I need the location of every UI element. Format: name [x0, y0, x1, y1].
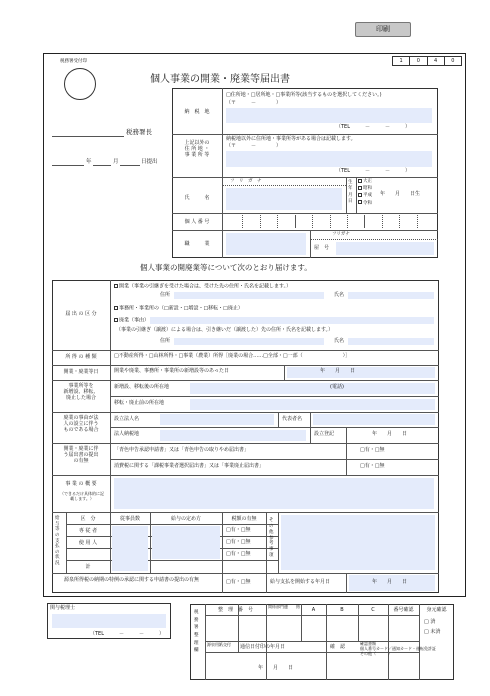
name-input[interactable]	[226, 188, 342, 210]
withholding-start-label: 給与支払を開始する年月日	[270, 579, 331, 585]
payroll-header-method: 給与の定め方	[170, 516, 201, 522]
office-b-header: B	[340, 607, 344, 613]
occupation-label: 職 業	[184, 241, 210, 247]
open-date-label: 開業・廃業等日	[63, 369, 99, 375]
receipt-stamp-circle	[64, 68, 96, 100]
filing-blue-label: 「青色申告承認申請書」又は「青色申告の取りやめ届出書」	[114, 447, 250, 453]
tax-office-line	[52, 136, 124, 137]
payroll-header-category: 区 分	[80, 516, 96, 522]
reason-transfer-note: （事業の引継ぎ（譲渡）による場合は、引き継いだ（譲渡した）先の住所・氏名を記載します。）	[116, 327, 334, 333]
office-source-header: 源泉用紙交付	[207, 642, 231, 647]
accountant-tel: （TEL － － ）	[90, 631, 165, 637]
corporation-name-label: 設立法人名	[114, 416, 140, 422]
payroll-tax-choice[interactable]: □有・□無	[226, 527, 251, 533]
other-notes-input[interactable]	[281, 515, 435, 570]
era-option: 昭和	[363, 186, 372, 192]
corporation-label: 廃業の事由が法 人の設立に伴う ものである場合	[63, 415, 99, 433]
taxplace-tel: （TEL － － ）	[336, 124, 411, 130]
reason-label: 届 出 の 区 分	[65, 311, 97, 317]
corporation-reg-label: 設立登記	[314, 431, 335, 437]
office-docs-header: 確認書類 個人番号カード／通知カード・運転免許証 その他（ ）	[360, 641, 436, 656]
reason-open-address-input[interactable]	[174, 292, 324, 299]
office-use-side: 税務署整理欄	[194, 610, 199, 654]
payroll-side-label: 給与等の支払の状況	[55, 516, 60, 566]
withholding-label: 源泉所得税の納期の特例の承認に関する申請書の提出の有無	[64, 577, 200, 583]
era-option: 大正	[363, 179, 372, 184]
form-number	[392, 56, 462, 66]
reason-close-name-label: 氏名	[334, 338, 345, 344]
other-address-label: 上記以外の 住 所 地 ・ 事 業 所 等	[184, 140, 210, 158]
relocation-old-input[interactable]	[190, 399, 435, 410]
summary-input[interactable]	[114, 478, 434, 509]
accountant-label: 関与税理士	[50, 605, 76, 611]
office-date-ymd: 年 月 日	[258, 665, 294, 671]
reason-open[interactable]	[114, 284, 291, 290]
submit-year-label: 年	[86, 159, 92, 165]
office-check-pending[interactable]: □ 未済	[424, 629, 441, 635]
withholding-start-ymd: 年 月 日	[372, 579, 408, 585]
filing-blue-choice[interactable]: □有・□無	[360, 447, 385, 453]
other-address-tel: （TEL － － ）	[336, 168, 411, 174]
reason-office[interactable]	[114, 306, 243, 312]
reason-close-name-input[interactable]	[348, 338, 434, 345]
corporation-rep-input[interactable]	[313, 414, 435, 425]
relocation-new-label: 新増設、移転後の所在地	[114, 384, 170, 390]
form-number-digit: 1	[393, 57, 410, 65]
open-date-ymd: 年 月 日	[320, 368, 356, 374]
mynumber-label: 個 人 番 号	[184, 219, 210, 225]
reason-close-address-input[interactable]	[174, 338, 324, 345]
reason-open-address-label: 住所	[160, 292, 171, 298]
form-number-digit: 4	[428, 57, 445, 65]
filings-label: 開業・廃業に伴 う届出書の提出 の有無	[63, 446, 99, 464]
reason-open-name-label: 氏名	[334, 292, 345, 298]
reason-office-text: 事務所・事業所の（□新設・□増設・□移転・□廃止）	[119, 305, 243, 312]
withholding-choice[interactable]: □有・□無	[226, 579, 251, 585]
taxplace-input[interactable]	[226, 108, 432, 123]
office-relation-header: 関係部門連 絡	[268, 604, 300, 609]
income-type-label: 所 得 の 種 類	[65, 354, 97, 360]
submit-year-line	[52, 165, 84, 166]
reason-close-input[interactable]	[150, 317, 434, 324]
payroll-row-label: 専 従 者	[78, 528, 98, 534]
office-number-check-header: 番号確認	[393, 607, 414, 613]
corporation-reg-ymd: 年 月 日	[372, 431, 408, 437]
submit-day-label: 日提出	[141, 159, 158, 165]
stamp-label: 税務署受付印	[60, 59, 87, 64]
payroll-header-count: 従事員数	[119, 516, 140, 522]
reason-close[interactable]	[114, 318, 149, 324]
subtitle: 個人事業の開廃業等について次のとおり届けます。	[140, 263, 312, 272]
era-option: 令和	[363, 200, 372, 206]
open-date-input[interactable]	[287, 367, 435, 378]
name-label: 氏 名	[184, 195, 210, 201]
submit-day-line	[120, 165, 140, 166]
submit-month-line	[93, 165, 111, 166]
form-number-digit: 0	[410, 57, 427, 65]
birth-eras[interactable]	[358, 178, 372, 207]
furigana-label: フ リ ガ ナ	[230, 179, 262, 184]
reason-open-name-input[interactable]	[348, 292, 434, 299]
yago-furigana: フリガナ	[332, 232, 350, 237]
summary-label: 事 業 の 概 要	[65, 481, 97, 487]
office-a-header: A	[311, 607, 316, 613]
yago-label: 屋 号	[314, 245, 330, 251]
filing-consumption-choice[interactable]: □有・□無	[360, 463, 385, 469]
other-notes-label: その他参考事項	[269, 518, 274, 559]
payroll-tax-choice[interactable]: □有・□無	[226, 551, 251, 557]
corporation-name-input[interactable]	[160, 414, 274, 425]
relocation-label: 事業所等を 新増設、移転、 廃止した場合	[63, 383, 99, 401]
birth-label: 生年月日	[348, 180, 353, 204]
corporation-rep-label: 代表者名	[282, 416, 303, 422]
form-number-digit: 0	[451, 58, 455, 64]
reason-close-address-label: 住所	[160, 338, 171, 344]
office-identity-check-header: 身元確認	[426, 607, 447, 613]
birth-ymd: 年 月 日生	[380, 191, 421, 197]
payroll-row-label: 計	[85, 564, 91, 570]
payroll-count-input[interactable]	[112, 526, 148, 571]
payroll-method-input[interactable]	[152, 526, 220, 559]
occupation-input[interactable]	[226, 233, 306, 255]
office-seiri-header: 整 理 番 号	[217, 607, 253, 613]
yago-input[interactable]	[336, 242, 434, 255]
other-address-note: 納税地以外に住所地・事業所等がある場合は記載します。	[226, 136, 356, 142]
form-title: 個人事業の開業・廃業等届出書	[150, 74, 290, 85]
office-check-done[interactable]: □ 済	[424, 619, 436, 625]
office-confirm-header: 確 認	[330, 644, 346, 650]
corporation-taxplace-label: 法人納税地	[114, 431, 140, 437]
payroll-tax-choice[interactable]: □有・□無	[226, 539, 251, 545]
office-date-header: 通信日付印の年月日	[240, 644, 286, 650]
taxplace-options[interactable]: □住所地・□居所地・□事業所等(該当するものを選択してください。)	[226, 92, 382, 98]
open-date-text: 開業や廃業、事務所・事業所の新増設等のあった日	[114, 368, 229, 374]
relocation-tel: (電話)	[330, 384, 344, 390]
print-button[interactable]	[355, 22, 411, 37]
payroll-header-tax: 税額の有無	[231, 516, 257, 522]
relocation-old-label: 移転・廃止前の所在地	[114, 400, 165, 406]
reason-open-text: 開業（事業の引継ぎを受けた場合は、受けた先の住所・氏名を記載します。）	[119, 283, 292, 290]
relocation-new-input[interactable]	[190, 383, 435, 394]
filing-consumption-label: 消費税に関する「課税事業者選択届出書」又は「事業廃止届出書」	[114, 463, 265, 469]
payroll-row-label: 使 用 人	[78, 540, 98, 546]
summary-note: （できるだけ具体的に記載します。）	[60, 491, 104, 501]
corporation-taxplace-input[interactable]	[160, 430, 306, 441]
other-address-input[interactable]	[226, 151, 432, 167]
office-c-header: C	[371, 607, 375, 613]
accountant-input[interactable]	[52, 614, 166, 628]
print-button-label: 印刷	[376, 25, 390, 33]
taxplace-label: 納 税 地	[184, 109, 210, 115]
submit-month-label: 月	[113, 159, 119, 165]
income-type-options[interactable]: □不動産所得・□山林所得・□事業（農業）所得［廃業の場合……□全部・□一部（ ）］	[114, 353, 351, 359]
reason-close-text: 廃業（事由）	[119, 317, 150, 324]
other-address-postal: （〒 － ）	[226, 143, 282, 149]
era-option: 平成	[363, 193, 372, 199]
taxplace-postal: （〒 － ）	[226, 100, 282, 106]
mynumber-input[interactable]	[226, 215, 434, 228]
tax-office-suffix: 税務署長	[126, 128, 152, 136]
